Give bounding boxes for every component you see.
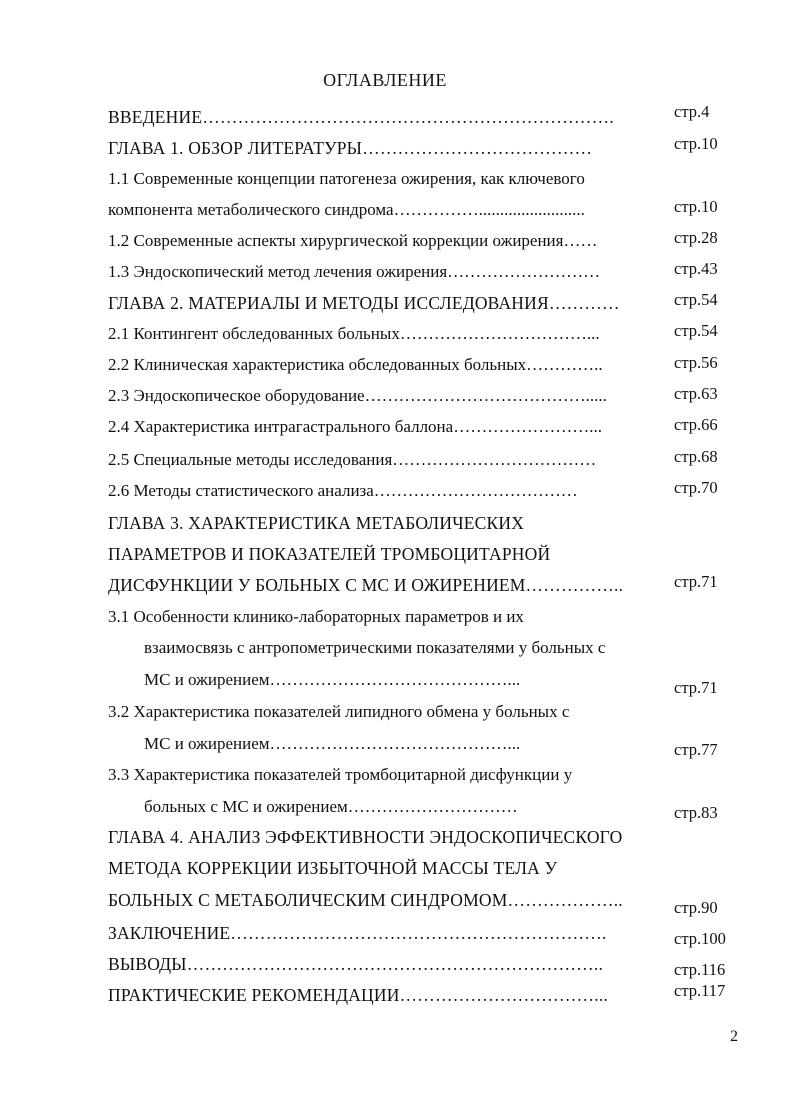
toc-line: 1.2 Современные аспекты хирургической коррекции ожирения……: [108, 231, 598, 250]
toc-page-ref: стр.117: [674, 981, 726, 1000]
toc-line: МС и ожирением……………………………………...: [144, 670, 521, 689]
toc-line: компонента метаболического синдрома…………….........................: [108, 200, 585, 219]
toc-line: ПРАКТИЧЕСКИЕ РЕКОМЕНДАЦИИ……………………………...: [108, 985, 608, 1005]
toc-page-ref: стр.66: [674, 415, 718, 434]
toc-page-ref: стр.10: [674, 134, 718, 153]
toc-line: ГЛАВА 3. ХАРАКТЕРИСТИКА МЕТАБОЛИЧЕСКИХ: [108, 513, 525, 533]
toc-line: 3.1 Особенности клинико-лабораторных параметров и их: [108, 607, 524, 626]
toc-line: 2.3 Эндоскопическое оборудование………………………………….....: [108, 386, 607, 405]
toc-line: ЗАКЛЮЧЕНИЕ……………………………………………………….: [108, 923, 607, 943]
toc-line: ГЛАВА 4. АНАЛИЗ ЭФФЕКТИВНОСТИ ЭНДОСКОПИЧЕСКОГО: [108, 827, 623, 847]
toc-line: ГЛАВА 1. ОБЗОР ЛИТЕРАТУРЫ…………………………………: [108, 138, 593, 158]
toc-line: 2.6 Методы статистического анализа………………………………: [108, 481, 578, 500]
toc-line: БОЛЬНЫХ С МЕТАБОЛИЧЕСКИМ СИНДРОМОМ………………..: [108, 890, 623, 910]
toc-page-ref: стр.83: [674, 803, 718, 822]
toc-page-ref: стр.10: [674, 197, 718, 216]
toc-line: взаимосвязь с антропометрическими показателями у больных с: [144, 638, 606, 657]
toc-line: 2.4 Характеристика интрагастрального баллона……………………...: [108, 417, 602, 436]
toc-page-ref: стр.70: [674, 478, 718, 497]
toc-page-ref: стр.56: [674, 353, 718, 372]
toc-page-ref: стр.54: [674, 321, 718, 340]
toc-page-ref: стр.43: [674, 259, 718, 278]
toc-line: ГЛАВА 2. МАТЕРИАЛЫ И МЕТОДЫ ИССЛЕДОВАНИЯ…………: [108, 293, 620, 313]
toc-page-ref: стр.4: [674, 102, 710, 121]
toc-page-ref: стр.100: [674, 929, 726, 948]
toc-line: 3.2 Характеристика показателей липидного обмена у больных с: [108, 702, 570, 721]
toc-page-ref: стр.68: [674, 447, 718, 466]
toc-line: МС и ожирением……………………………………...: [144, 734, 521, 753]
page-number: 2: [730, 1028, 738, 1045]
toc-page-ref: стр.71: [674, 572, 718, 591]
toc-line: ПАРАМЕТРОВ И ПОКАЗАТЕЛЕЙ ТРОМБОЦИТАРНОЙ: [108, 544, 551, 564]
toc-page-ref: стр.63: [674, 384, 718, 403]
page-title: ОГЛАВЛЕНИЕ: [323, 70, 447, 90]
toc-line: 3.3 Характеристика показателей тромбоцитарной дисфункции у: [108, 765, 573, 784]
toc-page-ref: стр.71: [674, 678, 718, 697]
toc-line: 1.3 Эндоскопический метод лечения ожирения………………………: [108, 262, 601, 281]
toc-line: 2.5 Специальные методы исследования………………………………: [108, 450, 597, 469]
toc-page-ref: стр.54: [674, 290, 718, 309]
toc-line: больных с МС и ожирением…………………………: [144, 797, 518, 816]
toc-page-ref: стр.116: [674, 960, 726, 979]
toc-line: ВЫВОДЫ……………………………………………………………..: [108, 954, 604, 974]
toc-line: 2.1 Контингент обследованных больных……………………………...: [108, 324, 600, 343]
toc-line: 1.1 Современные концепции патогенеза ожирения, как ключевого: [108, 169, 585, 188]
toc-page-ref: стр.90: [674, 898, 718, 917]
toc-line: МЕТОДА КОРРЕКЦИИ ИЗБЫТОЧНОЙ МАССЫ ТЕЛА У: [108, 858, 558, 878]
toc-line: ДИСФУНКЦИИ У БОЛЬНЫХ С МС И ОЖИРЕНИЕМ……………..: [108, 575, 624, 595]
toc-line: 2.2 Клиническая характеристика обследованных больных…………..: [108, 355, 603, 374]
toc-page-ref: стр.28: [674, 228, 718, 247]
toc-line: ВВЕДЕНИЕ…………………………………………………………….: [108, 107, 614, 127]
toc-page-ref: стр.77: [674, 740, 718, 759]
